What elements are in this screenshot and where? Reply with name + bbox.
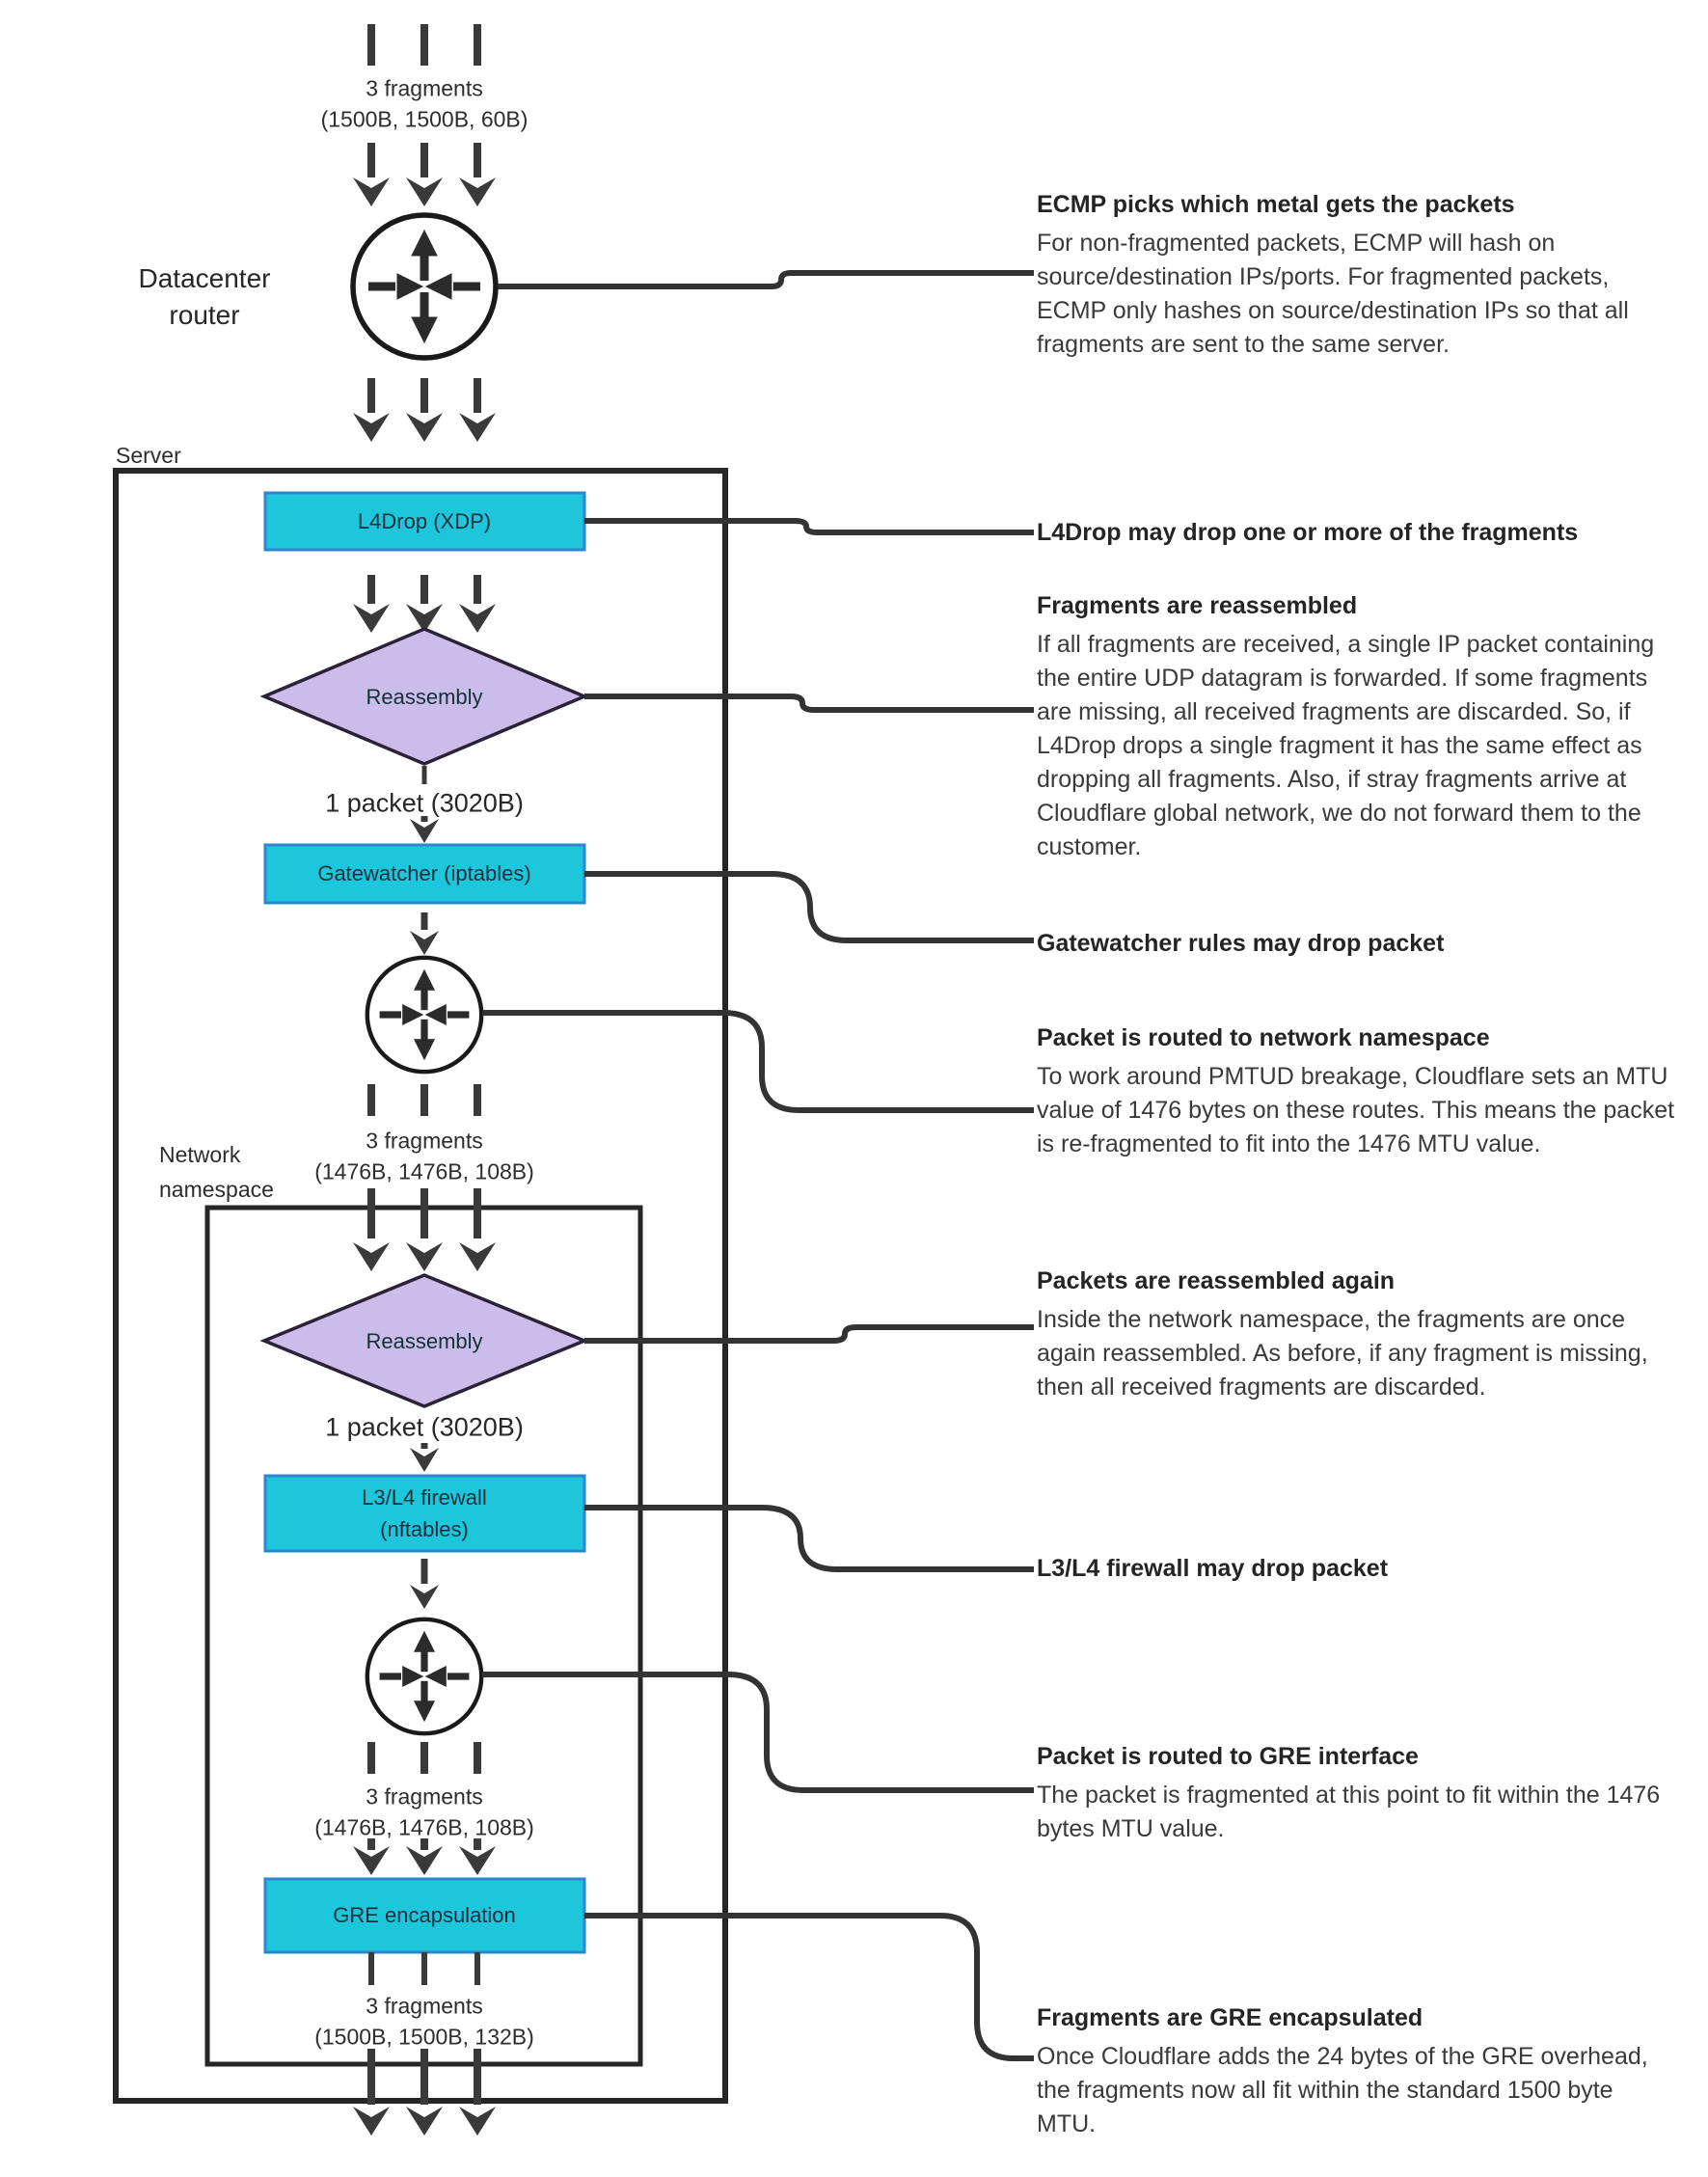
namespace-fragment-dashes-icon	[371, 1084, 477, 1116]
out-fragments-sizes-label: (1500B, 1500B, 132B)	[314, 2024, 534, 2050]
top-fragments-count-label: 3 fragments	[366, 75, 483, 101]
top-fragments-sizes-label: (1500B, 1500B, 60B)	[320, 106, 529, 132]
annotation-gatewatcher-heading: Gatewatcher rules may drop packet	[1037, 930, 1445, 957]
connector-gatewatcher	[584, 874, 1034, 940]
connector-route-gre	[482, 1674, 1034, 1790]
connector-gre	[584, 1916, 1034, 2058]
annotation-reassembled	[1037, 590, 1678, 864]
annotation-routed-gre-body: The packet is fragmented at this point to fit within the 1476 bytes MTU value.	[1037, 1782, 1661, 1842]
annotation-gre-encapsulated-heading: Fragments are GRE encapsulated	[1037, 2004, 1423, 2031]
gre-fragments-count-label: 3 fragments	[366, 1783, 483, 1810]
firewall-label-line1: L3/L4 firewall	[362, 1485, 487, 1510]
top-fragment-dashes-icon	[371, 24, 477, 66]
annotation-ecmp	[1037, 189, 1678, 362]
annotation-reassembled-again-heading: Packets are reassembled again	[1037, 1267, 1396, 1294]
annotation-reassembled-again	[1037, 1265, 1678, 1404]
l4drop-label: L4Drop (XDP)	[357, 509, 492, 533]
reassembly-2-label: Reassembly	[366, 1329, 483, 1353]
arrows-l4drop-to-reassembly-icon	[353, 575, 496, 633]
arrows-into-gre-icon	[353, 1838, 496, 1875]
server-box-label: Server	[116, 443, 181, 468]
datacenter-router-label-line2: router	[169, 300, 240, 330]
firewall-label-line2: (nftables)	[380, 1517, 469, 1541]
annotation-routed-gre	[1037, 1741, 1678, 1846]
annotation-firewall	[1037, 1553, 1678, 1591]
arrow-packet-to-firewall-icon	[410, 1443, 439, 1472]
arrows-into-namespace-icon	[353, 1188, 496, 1271]
annotation-ecmp-body: For non-fragmented packets, ECMP will hash on source/destination IPs/ports. For fragmented packets, ECMP only hashes on source/destination IPs so that all fragments are sent to the same server.	[1037, 230, 1629, 358]
annotation-routed-namespace-body: To work around PMTUD breakage, Cloudflare sets an MTU value of 1476 bytes on these routes. This means the packet is re-fragmented to fit into the 1476 MTU value.	[1037, 1063, 1675, 1157]
server-fragments-sizes-label: (1476B, 1476B, 108B)	[314, 1158, 534, 1184]
route-to-namespace-icon	[367, 958, 481, 1072]
annotation-routed-gre-heading: Packet is routed to GRE interface	[1037, 1743, 1419, 1770]
gre-fragments-sizes-label: (1476B, 1476B, 108B)	[314, 1814, 534, 1840]
datacenter-router-label-line1: Datacenter	[138, 263, 271, 293]
annotation-firewall-heading: L3/L4 firewall may drop packet	[1037, 1555, 1389, 1582]
annotation-routed-namespace	[1037, 1022, 1678, 1161]
annotation-gre-encapsulated	[1037, 2002, 1678, 2141]
packet-1-label: 1 packet (3020B)	[325, 788, 524, 818]
reassembly-1-label: Reassembly	[366, 685, 483, 709]
datacenter-router-icon	[353, 215, 496, 358]
arrows-into-server-icon	[353, 378, 496, 442]
annotation-gatewatcher	[1037, 928, 1678, 966]
gre-output-lines-icon	[371, 1952, 477, 1985]
out-fragments-count-label: 3 fragments	[366, 1993, 483, 2019]
gatewatcher-label: Gatewatcher (iptables)	[317, 861, 531, 885]
annotation-reassembled-again-body: Inside the network namespace, the fragments are once again reassembled. As before, if any fragment is missing, then all received fragments are discarded.	[1037, 1306, 1648, 1401]
namespace-label-line1: Network	[159, 1142, 241, 1167]
arrows-into-router-icon	[353, 143, 496, 206]
annotation-l4drop-heading: L4Drop may drop one or more of the fragments	[1037, 519, 1579, 546]
annotation-ecmp-heading: ECMP picks which metal gets the packets	[1037, 191, 1515, 218]
route-to-gre-icon	[367, 1619, 481, 1733]
arrow-firewall-to-route-icon	[410, 1559, 439, 1609]
annotation-reassembled-body: If all fragments are received, a single IP packet containing the entire UDP datagram is forwarded. If some fragments are missing, all received fragments are discarded. So, if L4Drop drops a single fragment it has the same effect as dropping all fragments. Also, if stray fragments arrive at Cloudflare global network, we do not forward them to the customer.	[1037, 631, 1655, 860]
connector-l4drop	[584, 521, 1034, 532]
annotation-l4drop	[1037, 517, 1678, 555]
connector-reassembly-1	[584, 696, 1034, 710]
annotation-reassembled-heading: Fragments are reassembled	[1037, 592, 1358, 619]
server-fragments-count-label: 3 fragments	[366, 1128, 483, 1154]
annotation-routed-namespace-heading: Packet is routed to network namespace	[1037, 1024, 1490, 1051]
connector-ecmp	[498, 273, 1034, 286]
annotation-gre-encapsulated-body: Once Cloudflare adds the 24 bytes of the GRE overhead, the fragments now all fit within the standard 1500 byte MTU.	[1037, 2043, 1648, 2137]
arrow-gatewatcher-to-route-icon	[410, 912, 439, 955]
gre-encapsulation-label: GRE encapsulation	[333, 1903, 516, 1927]
outgoing-fragment-arrows-icon	[353, 2049, 496, 2136]
connector-firewall	[584, 1508, 1034, 1569]
packet-2-label: 1 packet (3020B)	[325, 1412, 524, 1442]
gre-fragment-dashes-icon	[371, 1742, 477, 1774]
connector-route-namespace	[482, 1013, 1034, 1110]
connector-reassembly-2	[584, 1327, 1034, 1341]
arrow-packet-to-gatewatcher-icon	[410, 816, 439, 843]
namespace-label-line2: namespace	[159, 1177, 274, 1202]
